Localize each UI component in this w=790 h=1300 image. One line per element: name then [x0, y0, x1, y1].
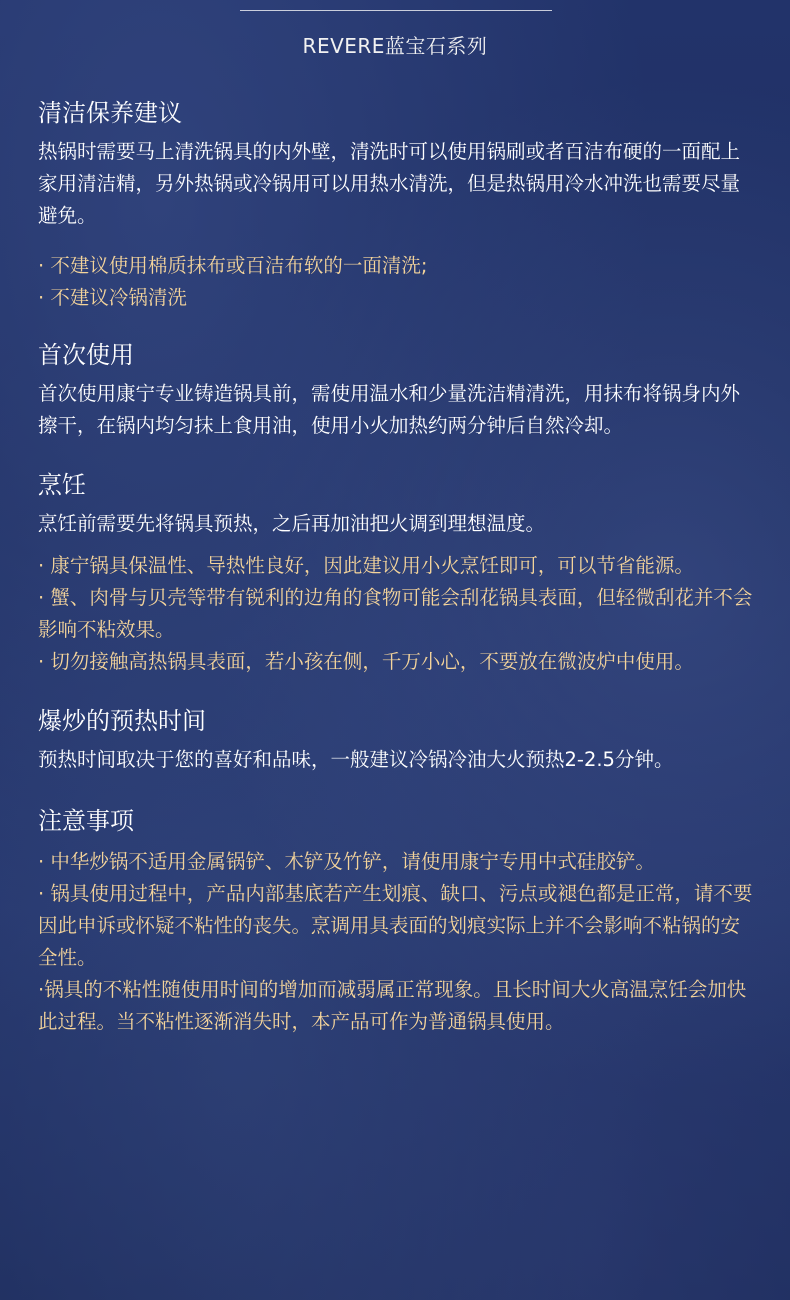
section-paragraph: 热锅时需要马上清洗锅具的内外壁，清洗时可以使用锅刷或者百洁布硬的一面配上家用清洁精，另外热锅或冷锅用可以用热水清洗，但是热锅用冷水冲洗也需要尽量避免。	[38, 140, 741, 227]
section-heading: 清洁保养建议	[38, 99, 182, 127]
bullet-item: · 中华炒锅不适用金属锅铲、木铲及竹铲，请使用康宁专用中式硅胶铲。	[38, 850, 655, 873]
header-divider	[240, 10, 552, 11]
bullet-item: · 锅具使用过程中，产品内部基底若产生划痕、缺口、污点或褪色都是正常，请不要因此申诉或怀疑不粘性的丧失。烹调用具表面的划痕实际上并不会影响不粘锅的安全性。	[38, 882, 753, 969]
bullet-item: ·锅具的不粘性随使用时间的增加而减弱属正常现象。且长时间大火高温烹饪会加快此过程。当不粘性逐渐消失时，本产品可作为普通锅具使用。	[38, 978, 747, 1033]
section-heading: 注意事项	[38, 807, 134, 835]
bullet-list	[38, 550, 754, 678]
bullet-list	[38, 250, 754, 314]
section-heading: 烹饪	[38, 471, 86, 499]
bullet-item: · 不建议使用棉质抹布或百洁布软的一面清洗;	[38, 254, 428, 277]
section-paragraph: 预热时间取决于您的喜好和品味，一般建议冷锅冷油大火预热2-2.5分钟。	[38, 748, 674, 771]
content	[38, 96, 754, 1038]
section-notes	[38, 804, 754, 1038]
bullet-item: · 康宁锅具保温性、导热性良好，因此建议用小火烹饪即可，可以节省能源。	[38, 554, 694, 577]
bullet-list	[38, 846, 754, 1038]
section-cleaning	[38, 96, 754, 314]
section-paragraph: 烹饪前需要先将锅具预热，之后再加油把火调到理想温度。	[38, 512, 546, 535]
bullet-item: · 切勿接触高热锅具表面，若小孩在侧，千万小心，不要放在微波炉中使用。	[38, 650, 694, 673]
bullet-item: · 不建议冷锅清洗	[38, 286, 187, 309]
section-first-use	[38, 338, 754, 442]
section-paragraph: 首次使用康宁专业铸造锅具前，需使用温水和少量洗洁精清洗，用抹布将锅身内外擦干，在锅内均匀抹上食用油，使用小火加热约两分钟后自然冷却。	[38, 382, 741, 437]
section-preheat	[38, 704, 754, 776]
section-heading: 爆炒的预热时间	[38, 707, 206, 735]
section-heading: 首次使用	[38, 341, 134, 369]
series-title: REVERE蓝宝石系列	[302, 34, 488, 58]
section-cooking	[38, 468, 754, 678]
bullet-item: · 蟹、肉骨与贝壳等带有锐利的边角的食物可能会刮花锅具表面，但轻微刮花并不会影响不粘效果。	[38, 586, 753, 641]
